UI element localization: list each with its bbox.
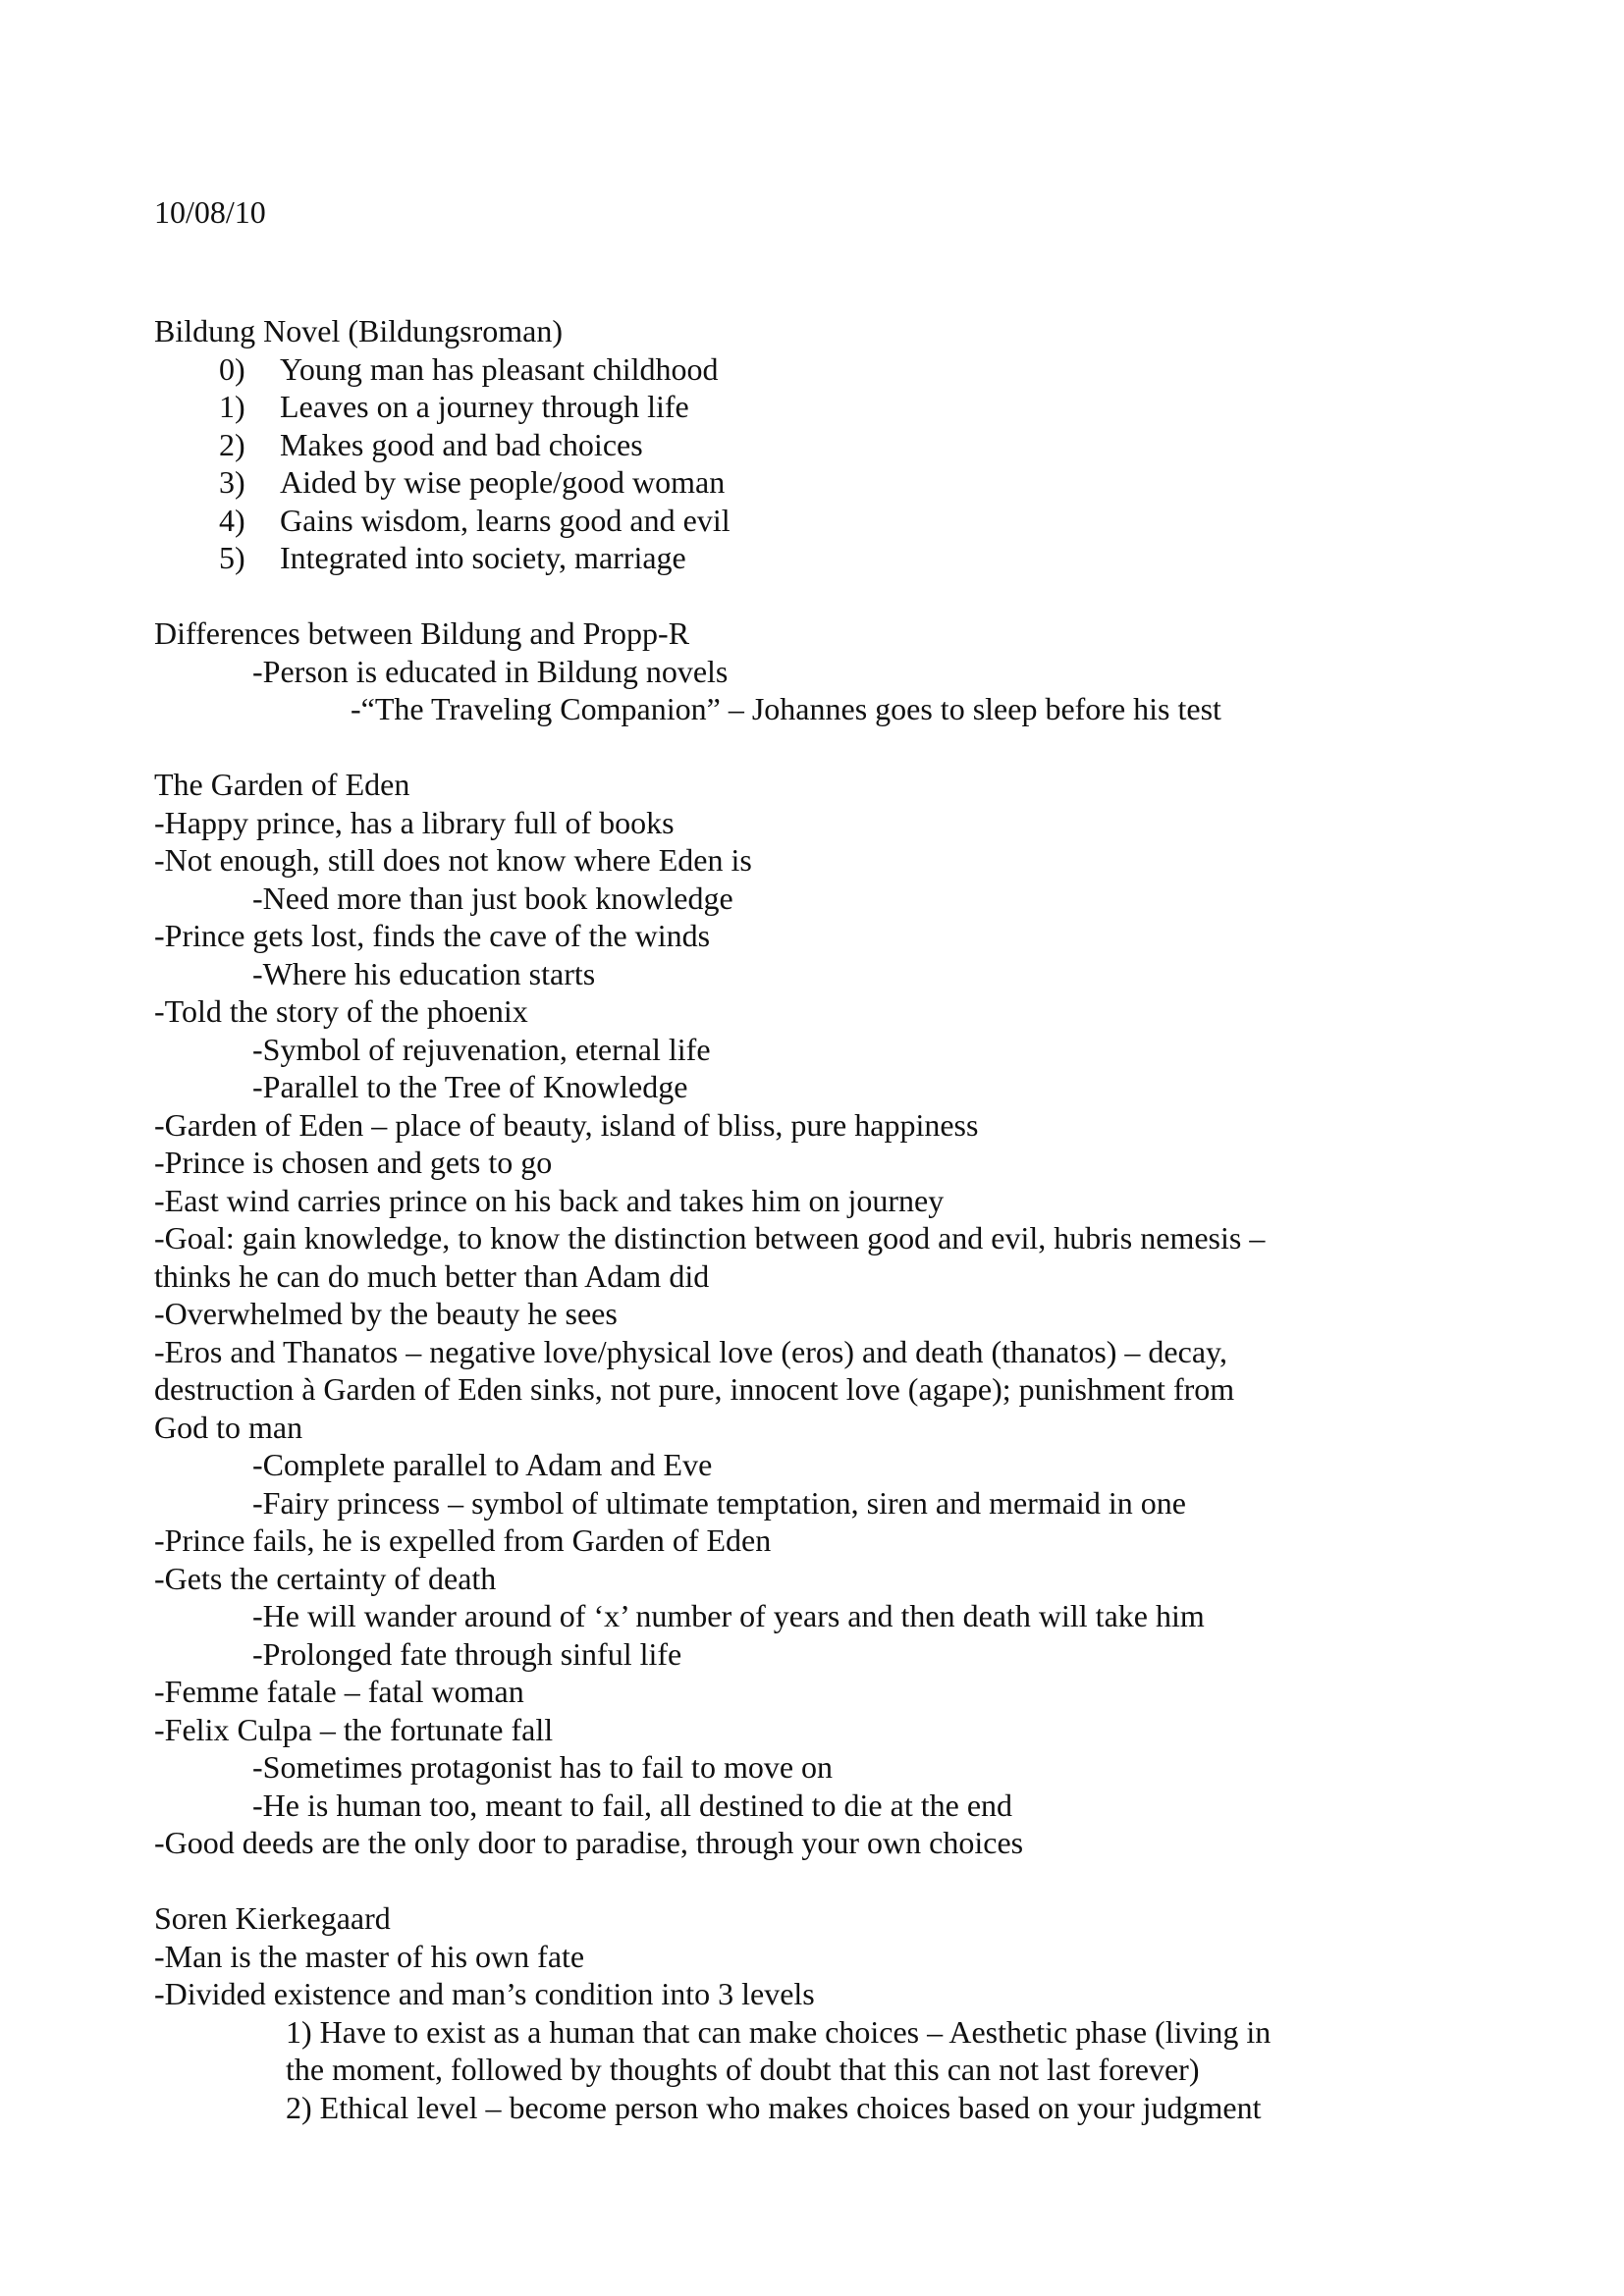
note-line: -Overwhelmed by the beauty he sees: [154, 1296, 618, 1331]
note-line: the moment, followed by thoughts of doubt that this can not last forever): [286, 2052, 1200, 2087]
list-number: 3): [219, 464, 245, 500]
list-item: Integrated into society, marriage: [280, 540, 686, 575]
note-line: -Sometimes protagonist has to fail to move on: [252, 1749, 834, 1785]
differences-heading: Differences between Bildung and Propp-R: [154, 615, 690, 651]
list-number: 0): [219, 351, 245, 387]
note-line: -Goal: gain knowledge, to know the distinction between good and evil, hubris nemesis –: [154, 1220, 1266, 1255]
note-line: -Eros and Thanatos – negative love/physical love (eros) and death (thanatos) – decay,: [154, 1334, 1227, 1369]
list-item: Aided by wise people/good woman: [280, 464, 726, 500]
note-line: -Told the story of the phoenix: [154, 993, 528, 1029]
note-line: -Prince fails, he is expelled from Garden of Eden: [154, 1522, 772, 1558]
note-line: -Prolonged fate through sinful life: [252, 1636, 682, 1672]
note-line: -Fairy princess – symbol of ultimate temptation, siren and mermaid in one: [252, 1485, 1186, 1521]
note-line: thinks he can do much better than Adam did: [154, 1258, 710, 1294]
bildung-heading: Bildung Novel (Bildungsroman): [154, 313, 563, 348]
note-line: -East wind carries prince on his back and takes him on journey: [154, 1183, 945, 1218]
note-line: -Good deeds are the only door to paradise, through your own choices: [154, 1825, 1024, 1860]
note-line: -Not enough, still does not know where Eden is: [154, 842, 752, 878]
note-line: -“The Traveling Companion” – Johannes goes to sleep before his test: [351, 691, 1221, 726]
note-line: -He is human too, meant to fail, all destined to die at the end: [252, 1788, 1013, 1823]
note-line: 1) Have to exist as a human that can make choices – Aesthetic phase (living in: [286, 2014, 1272, 2050]
note-line: -Person is educated in Bildung novels: [252, 654, 729, 689]
note-line: -Prince gets lost, finds the cave of the winds: [154, 918, 711, 953]
list-number: 2): [219, 427, 245, 462]
eden-heading: The Garden of Eden: [154, 767, 410, 802]
note-line: -Where his education starts: [252, 956, 596, 991]
list-number: 5): [219, 540, 245, 575]
list-number: 4): [219, 503, 245, 538]
note-line: -Parallel to the Tree of Knowledge: [252, 1069, 688, 1104]
kierkegaard-heading: Soren Kierkegaard: [154, 1900, 391, 1936]
note-line: -He will wander around of ‘x’ number of years and then death will take him: [252, 1598, 1205, 1633]
list-item: Leaves on a journey through life: [280, 389, 689, 424]
note-line: -Complete parallel to Adam and Eve: [252, 1447, 713, 1482]
note-line: -Prince is chosen and gets to go: [154, 1145, 553, 1180]
list-item: Young man has pleasant childhood: [280, 351, 719, 387]
note-line: -Man is the master of his own fate: [154, 1939, 585, 1974]
note-line: -Happy prince, has a library full of books: [154, 805, 675, 840]
note-line: 2) Ethical level – become person who makes choices based on your judgment: [286, 2090, 1262, 2125]
note-line: -Felix Culpa – the fortunate fall: [154, 1712, 554, 1747]
note-line: -Gets the certainty of death: [154, 1561, 497, 1596]
list-item: Makes good and bad choices: [280, 427, 643, 462]
note-line: -Divided existence and man’s condition into 3 levels: [154, 1976, 815, 2011]
note-line: -Symbol of rejuvenation, eternal life: [252, 1032, 711, 1067]
note-line: -Femme fatale – fatal woman: [154, 1674, 524, 1709]
date: 10/08/10: [154, 194, 266, 230]
note-line: destruction à Garden of Eden sinks, not pure, innocent love (agape); punishment from: [154, 1371, 1235, 1407]
list-item: Gains wisdom, learns good and evil: [280, 503, 731, 538]
list-number: 1): [219, 389, 245, 424]
note-line: God to man: [154, 1410, 303, 1445]
note-line: -Garden of Eden – place of beauty, island of bliss, pure happiness: [154, 1107, 979, 1143]
note-line: -Need more than just book knowledge: [252, 881, 733, 916]
